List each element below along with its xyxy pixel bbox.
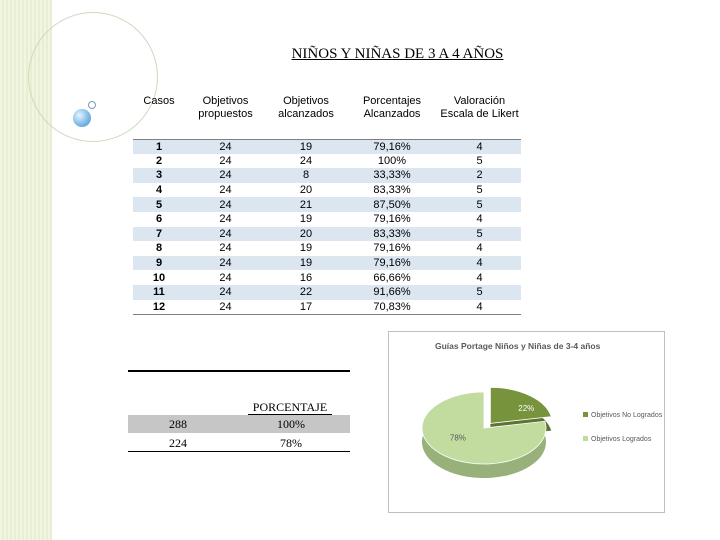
case-number-cell: 3 [133, 168, 185, 183]
column-header: Objetivos propuestos [185, 92, 266, 139]
summary-percent: 78% [280, 436, 302, 450]
table-row [133, 154, 521, 169]
table-cell: 8 [266, 168, 346, 183]
table-cell: 24 [185, 227, 266, 242]
table-row [133, 212, 521, 227]
table-cell: 4 [476, 242, 483, 255]
pie-chart-canvas [389, 332, 666, 514]
summary-total: 288 [169, 417, 187, 431]
table-row [133, 256, 521, 271]
case-number-cell: 7 [133, 227, 185, 242]
decorative-small-bubble [88, 101, 96, 109]
column-header: Porcentajes Alcanzados [346, 92, 438, 139]
table-cell: 83,33% [373, 184, 411, 197]
table-cell: 20 [299, 184, 313, 197]
case-number-cell: 10 [152, 271, 166, 284]
table-cell: 19 [299, 242, 313, 255]
table-cell: 79,16% [373, 242, 411, 255]
chart-legend [583, 412, 663, 443]
summary-row [128, 434, 350, 452]
case-number-cell: 6 [155, 213, 163, 226]
table-row [133, 241, 521, 256]
table-cell: 24 [299, 154, 313, 167]
summary-row [128, 415, 350, 433]
table-cell: 20 [266, 227, 346, 242]
divider-line [128, 370, 350, 372]
table-cell: 83,33% [346, 227, 438, 242]
table-cell: 19 [266, 256, 346, 271]
table-cell: 24 [185, 168, 266, 183]
table-cell: 19 [299, 213, 313, 226]
case-number-cell: 4 [155, 184, 163, 197]
table-cell: 70,83% [346, 300, 438, 315]
table-row [133, 183, 521, 198]
pie-data-label: 22% [518, 403, 535, 413]
table-cell: 4 [476, 213, 483, 226]
table-cell: 24 [185, 256, 266, 271]
table-row [133, 300, 521, 315]
table-cell: 4 [438, 256, 521, 271]
pie-data-label: 78% [449, 433, 466, 443]
summary-percent: 100% [277, 417, 305, 431]
table-cell: 5 [476, 184, 483, 197]
table-cell: 79,16% [373, 213, 411, 226]
table-cell: 24 [185, 139, 266, 154]
table-row [133, 139, 521, 154]
table-cell: 4 [438, 139, 521, 154]
chart-title: Guías Portage Niños y Niñas de 3-4 años [435, 341, 601, 351]
case-number-cell: 11 [133, 285, 185, 300]
table-cell: 24 [185, 197, 266, 212]
table-cell: 5 [476, 154, 483, 167]
table-row [133, 285, 521, 300]
table-cell: 19 [266, 139, 346, 154]
legend-label-achieved: Objetivos Logrados [591, 436, 652, 443]
summary-heading: PORCENTAJE [248, 400, 332, 415]
table-cell: 24 [219, 271, 232, 284]
case-number-cell: 1 [133, 139, 185, 154]
legend-label-not-achieved: Objetivos No Logrados [591, 412, 663, 419]
table-cell: 4 [476, 271, 483, 284]
table-row [133, 197, 521, 212]
table-header-row [133, 92, 521, 139]
table-cell: 17 [266, 300, 346, 315]
table-cell: 5 [438, 197, 521, 212]
table-cell: 24 [219, 213, 232, 226]
table-row [133, 168, 521, 183]
table-cell: 33,33% [346, 168, 438, 183]
table-row [133, 270, 521, 285]
legend-swatch-achieved [583, 436, 588, 441]
table-cell: 87,50% [346, 197, 438, 212]
table-cell: 24 [219, 242, 232, 255]
table-cell: 91,66% [346, 285, 438, 300]
table-row [133, 227, 521, 242]
case-number-cell: 8 [155, 242, 163, 255]
table-cell: 79,16% [346, 139, 438, 154]
table-cell: 5 [438, 285, 521, 300]
page-title: NIÑOS Y NIÑAS DE 3 A 4 AÑOS [291, 46, 504, 62]
column-header: Valoración Escala de Likert [438, 92, 521, 139]
summary-total: 224 [169, 436, 187, 450]
table-cell: 79,16% [346, 256, 438, 271]
legend-swatch-not-achieved [583, 412, 588, 417]
table-cell: 24 [185, 285, 266, 300]
table-cell: 4 [438, 300, 521, 315]
column-header: Objetivos alcanzados [266, 92, 346, 139]
table-cell: 22 [266, 285, 346, 300]
case-number-cell: 5 [133, 197, 185, 212]
column-header: Casos [133, 92, 185, 139]
case-number-cell: 12 [133, 300, 185, 315]
table-cell: 21 [266, 197, 346, 212]
table-cell: 24 [185, 300, 266, 315]
table-cell: 5 [438, 227, 521, 242]
table-cell: 100% [377, 154, 407, 167]
pie-chart [388, 331, 665, 513]
decorative-bubble [73, 109, 91, 127]
case-number-cell: 9 [133, 256, 185, 271]
table-cell: 2 [438, 168, 521, 183]
table-cell: 16 [299, 271, 313, 284]
results-table [133, 92, 521, 315]
table-cell: 66,66% [373, 271, 411, 284]
table-cell: 24 [219, 184, 232, 197]
table-cell: 24 [219, 154, 232, 167]
case-number-cell: 2 [155, 154, 163, 167]
